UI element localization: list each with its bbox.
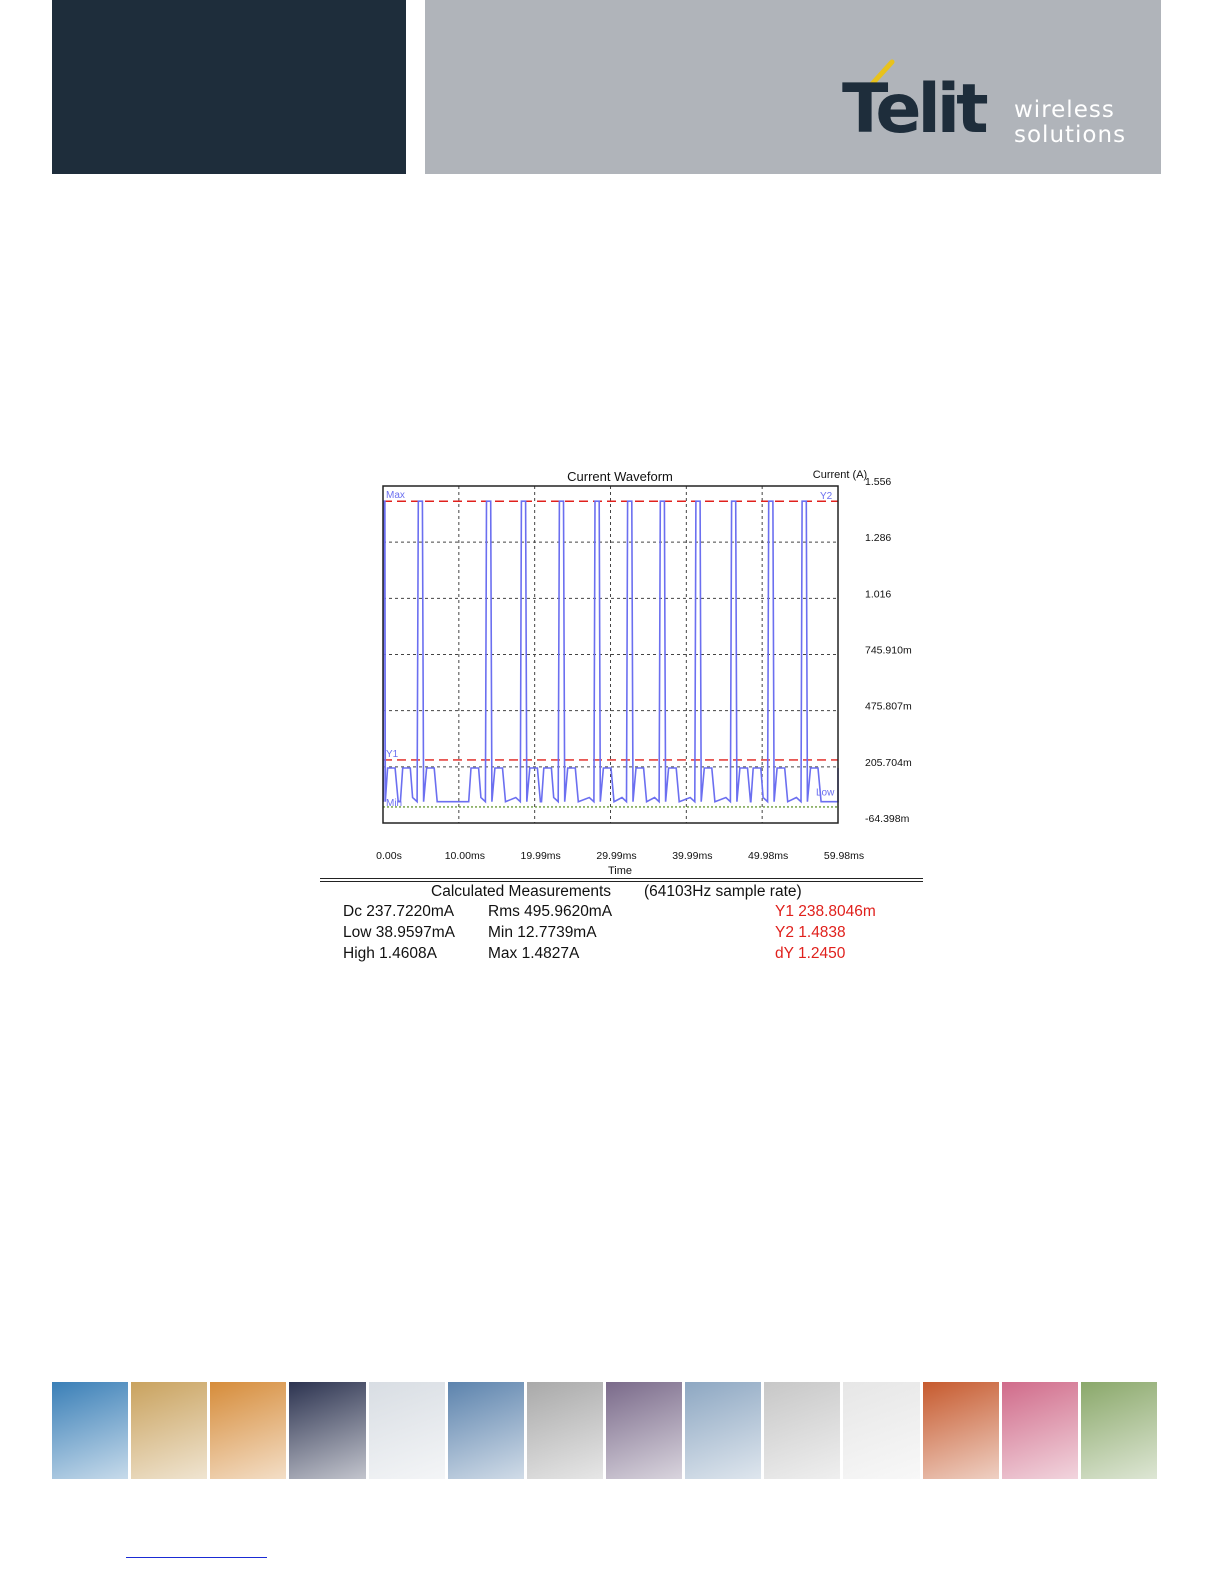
measurement-y1: Y1 238.8046m (775, 903, 876, 920)
photo-tile (131, 1382, 207, 1479)
photo-strip (52, 1382, 1157, 1479)
marker-label-y1: Y1 (386, 748, 399, 760)
x-tick-label: 39.99ms (672, 850, 713, 862)
measurement-y2: Y2 1.4838 (775, 924, 846, 941)
measurements-rule-bottom (320, 881, 923, 882)
x-tick-label: 29.99ms (596, 850, 637, 862)
x-axis-label: Time (607, 865, 633, 877)
photo-tile (685, 1382, 761, 1479)
x-tick-label: 59.98ms (823, 850, 865, 862)
y-tick-label: -64.398m (865, 813, 910, 825)
photo-tile (210, 1382, 286, 1479)
y-axis-label: Current (A) (812, 469, 868, 481)
measurement-low: Low 38.9597mA (343, 924, 456, 941)
measurement-min: Min 12.7739mA (488, 924, 597, 941)
logo-wordmark: Telit (842, 70, 985, 149)
y-tick-label: 1.016 (865, 588, 892, 601)
measurements-sample-rate: (64103Hz sample rate) (644, 883, 802, 900)
marker-label-low: Low (816, 787, 835, 799)
logo-tagline-line-1: wireless (1014, 97, 1115, 123)
measurement-dy: dY 1.2450 (775, 945, 846, 962)
current-waveform-chart (300, 455, 940, 885)
header-dark-block (52, 0, 406, 174)
gridlines (383, 486, 838, 823)
marker-label-max: Max (386, 490, 405, 502)
measurements-title: Calculated Measurements (431, 883, 612, 900)
logo-tagline-line-2: solutions (1014, 122, 1127, 148)
marker-label-min: Min (386, 797, 403, 809)
tick-labels (376, 476, 912, 862)
photo-tile (527, 1382, 603, 1479)
y-tick-label: 745.910m (865, 644, 912, 657)
y-tick-label: 205.704m (865, 756, 912, 769)
measurement-high: High 1.4608A (343, 945, 437, 962)
photo-tile (448, 1382, 524, 1479)
photo-tile (764, 1382, 840, 1479)
x-tick-label: 19.99ms (520, 850, 561, 862)
photo-tile (1081, 1382, 1157, 1479)
y-tick-label: 475.807m (865, 700, 912, 713)
measurement-rms: Rms 495.9620mA (488, 903, 613, 920)
x-tick-label: 49.98ms (748, 850, 789, 862)
photo-tile (843, 1382, 919, 1479)
footer-link-underline (126, 1557, 267, 1558)
y-tick-label: 1.556 (865, 476, 892, 488)
brand-logo (838, 56, 1138, 156)
x-tick-label: 0.00s (376, 850, 402, 862)
calculated-measurements (320, 878, 924, 968)
chart-title: Current Waveform (567, 469, 673, 484)
marker-label-y2: Y2 (820, 491, 833, 503)
photo-tile (923, 1382, 999, 1479)
y-tick-label: 1.286 (865, 532, 892, 545)
photo-tile (606, 1382, 682, 1479)
measurement-max: Max 1.4827A (488, 945, 580, 962)
photo-tile (289, 1382, 365, 1479)
logo-tagline (1014, 98, 1126, 148)
photo-tile (369, 1382, 445, 1479)
measurements-rule-top (320, 878, 923, 879)
measurement-dc: Dc 237.7220mA (343, 903, 455, 920)
x-tick-label: 10.00ms (444, 850, 485, 862)
photo-tile (1002, 1382, 1078, 1479)
photo-tile (52, 1382, 128, 1479)
